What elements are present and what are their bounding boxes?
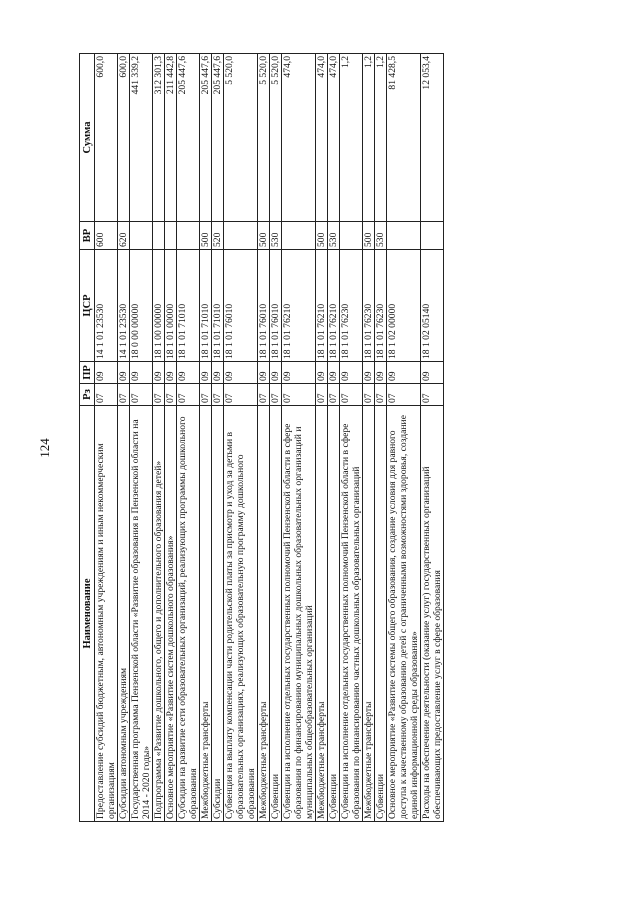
cell-name: Субвенции <box>375 406 387 822</box>
cell-csr: 18 1 01 76230 <box>375 250 387 362</box>
cell-csr: 18 1 01 76010 <box>258 250 270 362</box>
cell-vr: 530 <box>328 222 340 250</box>
cell-vr <box>224 222 258 250</box>
cell-pr: 09 <box>212 362 224 384</box>
cell-rz: 07 <box>340 384 363 406</box>
cell-rz: 07 <box>177 384 200 406</box>
cell-name: Субвенции на исполнение отдельных государственных полномочий Пензенской области в сфере образования по финансированию муниципальных дошкольных образовательных организаций и муниципальных общеобразовательных организаций <box>282 406 316 822</box>
cell-rz: 07 <box>258 384 270 406</box>
table-row <box>375 54 387 822</box>
cell-sum: 5 520,0 <box>224 54 258 222</box>
cell-name: Основное мероприятие «Развитие систем дошкольного образования» <box>165 406 177 822</box>
table-row <box>270 54 282 822</box>
cell-rz: 07 <box>130 384 153 406</box>
cell-pr: 09 <box>165 362 177 384</box>
cell-vr <box>387 222 421 250</box>
table-header-row <box>80 54 95 822</box>
cell-rz: 07 <box>200 384 212 406</box>
header-pr: ПР <box>80 362 95 384</box>
cell-sum: 1,2 <box>363 54 375 222</box>
cell-name: Подпрограмма «Развитие дошкольного, общего и дополнительного образования детей» <box>153 406 165 822</box>
cell-name: Расходы на обеспечение деятельности (оказание услуг) государственных организаций обеспечивающих предоставление услуг в сфере образования <box>421 406 444 822</box>
cell-name: Субсидии автономным учреждениям <box>118 406 130 822</box>
cell-sum: 211 442,8 <box>165 54 177 222</box>
cell-vr <box>153 222 165 250</box>
cell-sum: 474,0 <box>328 54 340 222</box>
header-rz: Рз <box>80 384 95 406</box>
table-row <box>95 54 118 822</box>
table-row <box>200 54 212 822</box>
cell-vr: 500 <box>200 222 212 250</box>
cell-csr: 18 1 02 00000 <box>387 250 421 362</box>
cell-name: Субвенции <box>328 406 340 822</box>
cell-csr: 18 0 00 00000 <box>130 250 153 362</box>
cell-pr: 09 <box>363 362 375 384</box>
cell-name: Межбюджетные трансферты <box>363 406 375 822</box>
cell-vr: 500 <box>258 222 270 250</box>
cell-name: Предоставление субсидий бюджетным, автономным учреждениям и иным некоммерческим организациям <box>95 406 118 822</box>
cell-sum: 5 520,0 <box>270 54 282 222</box>
cell-name: Межбюджетные трансферты <box>200 406 212 822</box>
cell-vr: 500 <box>363 222 375 250</box>
budget-table-container <box>79 54 562 822</box>
cell-sum: 600,0 <box>118 54 130 222</box>
cell-csr: 18 1 01 76010 <box>270 250 282 362</box>
cell-rz: 07 <box>95 384 118 406</box>
cell-sum: 12 053,4 <box>421 54 444 222</box>
cell-name: Субсидии <box>212 406 224 822</box>
cell-vr <box>421 222 444 250</box>
cell-vr: 530 <box>375 222 387 250</box>
cell-csr: 18 1 01 71010 <box>200 250 212 362</box>
cell-pr: 09 <box>387 362 421 384</box>
table-row <box>153 54 165 822</box>
cell-sum: 441 339,2 <box>130 54 153 222</box>
header-csr: ЦСР <box>80 250 95 362</box>
header-sum: Сумма <box>80 54 95 222</box>
cell-rz: 07 <box>282 384 316 406</box>
table-row <box>421 54 444 822</box>
cell-pr: 09 <box>340 362 363 384</box>
cell-rz: 07 <box>363 384 375 406</box>
cell-pr: 09 <box>282 362 316 384</box>
cell-rz: 07 <box>421 384 444 406</box>
cell-sum: 600,0 <box>95 54 118 222</box>
cell-pr: 09 <box>200 362 212 384</box>
cell-vr <box>177 222 200 250</box>
cell-vr: 520 <box>212 222 224 250</box>
cell-csr: 18 1 01 76210 <box>316 250 328 362</box>
header-name: Наименование <box>80 406 95 822</box>
cell-pr: 09 <box>421 362 444 384</box>
cell-rz: 07 <box>165 384 177 406</box>
table-row <box>118 54 130 822</box>
cell-pr: 09 <box>153 362 165 384</box>
table-row <box>340 54 363 822</box>
table-row <box>328 54 340 822</box>
cell-name: Основное мероприятие «Развитие системы общего образования, создание условия для равного доступа к качественному образованию детей с ограниченными возможностями здоровья, создание единой информационной среды образования» <box>387 406 421 822</box>
cell-csr: 18 1 01 71010 <box>177 250 200 362</box>
cell-csr: 18 1 01 00000 <box>165 250 177 362</box>
cell-csr: 18 1 02 05140 <box>421 250 444 362</box>
cell-vr <box>165 222 177 250</box>
table-row <box>282 54 316 822</box>
table-row <box>177 54 200 822</box>
cell-vr <box>130 222 153 250</box>
cell-pr: 09 <box>328 362 340 384</box>
cell-rz: 07 <box>328 384 340 406</box>
table-row <box>387 54 421 822</box>
cell-sum: 5 520,0 <box>258 54 270 222</box>
cell-vr <box>340 222 363 250</box>
cell-csr: 18 1 01 76210 <box>282 250 316 362</box>
cell-vr: 500 <box>316 222 328 250</box>
cell-pr: 09 <box>177 362 200 384</box>
table-body <box>95 54 444 822</box>
cell-name: Государственная программа Пензенской области «Развитие образования в Пензенской области на 2014 - 2020 годы» <box>130 406 153 822</box>
cell-sum: 205 447,6 <box>212 54 224 222</box>
cell-vr: 530 <box>270 222 282 250</box>
cell-csr: 14 1 01 23530 <box>95 250 118 362</box>
table-row <box>224 54 258 822</box>
cell-sum: 1,2 <box>375 54 387 222</box>
cell-csr: 18 1 01 76230 <box>363 250 375 362</box>
cell-rz: 07 <box>212 384 224 406</box>
table-row <box>258 54 270 822</box>
header-vr: ВР <box>80 222 95 250</box>
cell-pr: 09 <box>118 362 130 384</box>
cell-pr: 09 <box>258 362 270 384</box>
table-row <box>363 54 375 822</box>
cell-rz: 07 <box>316 384 328 406</box>
cell-rz: 07 <box>224 384 258 406</box>
cell-rz: 07 <box>270 384 282 406</box>
budget-table <box>79 53 444 822</box>
cell-sum: 205 447,6 <box>200 54 212 222</box>
cell-csr: 18 1 01 76230 <box>340 250 363 362</box>
cell-pr: 09 <box>130 362 153 384</box>
cell-name: Субвенция на выплату компенсации части родительской платы за присмотр и уход за детьми в образовательных организациях, реализующих образовательную программу дошкольного образования <box>224 406 258 822</box>
cell-name: Межбюджетные трансферты <box>316 406 328 822</box>
cell-csr: 18 1 01 76210 <box>328 250 340 362</box>
cell-vr: 620 <box>118 222 130 250</box>
cell-csr: 14 1 01 23530 <box>118 250 130 362</box>
cell-sum: 205 447,6 <box>177 54 200 222</box>
cell-pr: 09 <box>375 362 387 384</box>
cell-csr: 18 1 00 00000 <box>153 250 165 362</box>
cell-sum: 474,0 <box>282 54 316 222</box>
table-row <box>165 54 177 822</box>
cell-pr: 09 <box>224 362 258 384</box>
cell-name: Межбюджетные трансферты <box>258 406 270 822</box>
cell-csr: 18 1 01 76010 <box>224 250 258 362</box>
cell-rz: 07 <box>387 384 421 406</box>
table-row <box>130 54 153 822</box>
cell-sum: 81 428,5 <box>387 54 421 222</box>
cell-name: Субсидии на развитие сети образовательных организаций, реализующих программы дошкольного образования <box>177 406 200 822</box>
cell-sum: 312 301,3 <box>153 54 165 222</box>
cell-name: Субвенции <box>270 406 282 822</box>
cell-vr: 600 <box>95 222 118 250</box>
cell-rz: 07 <box>118 384 130 406</box>
cell-rz: 07 <box>153 384 165 406</box>
table-row <box>212 54 224 822</box>
cell-vr <box>282 222 316 250</box>
page-number: 124 <box>37 438 52 458</box>
cell-sum: 474,0 <box>316 54 328 222</box>
cell-pr: 09 <box>95 362 118 384</box>
cell-pr: 09 <box>316 362 328 384</box>
cell-sum: 1,2 <box>340 54 363 222</box>
cell-pr: 09 <box>270 362 282 384</box>
table-row <box>316 54 328 822</box>
cell-name: Субвенции на исполнение отдельных государственных полномочий Пензенской области в сфере образования по финансированию частных дошкольных образовательных организаций <box>340 406 363 822</box>
cell-csr: 18 1 01 71010 <box>212 250 224 362</box>
cell-rz: 07 <box>375 384 387 406</box>
